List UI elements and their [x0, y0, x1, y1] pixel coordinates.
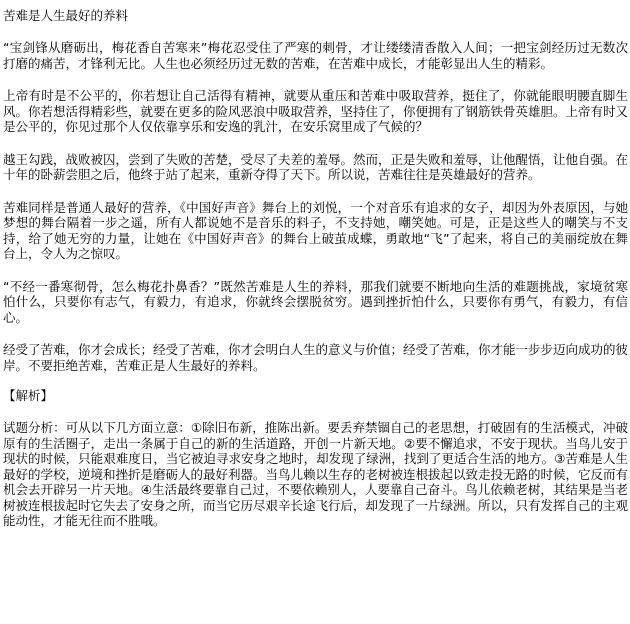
essay-paragraph-4: 苦难同样是普通人最好的营养，《中国好声音》舞台上的刘悦，一个对音乐有追求的女子，却因为外表原因，与她梦想的舞台隔着一步之遥，所有人都说她不是音乐的料子，不支持她，嘲笑她。可是，正是这些人的嘲笑与不支持，给了她无穷的力量，让她在《中国好声音》的舞台上破茧成蝶，勇敢地“飞”了起来，将自己的美丽绽放在舞台上，令人为之惊叹。 [3, 199, 628, 261]
essay-title: 苦难是人生最好的养料 [3, 8, 129, 23]
essay-paragraph-1: “宝剑锋从磨砺出，梅花香自苦寒来”梅花忍受住了严寒的刺骨，才让缕缕清香散入人间；一把宝剑经历过无数次打磨的痛苦，才锋利无比。人生也必须经历过无数的苦难，在苦难中成长，才能彰显出人生的精彩。 [3, 40, 628, 71]
essay-paragraph-2: 上帝有时是不公平的，你若想让自己活得有精神，就要从重压和苦难中吸取营养，挺住了，你就能眼明腰直脚生风。你若想活得精彩些，就要在更多的险风恶浪中吸取营养，坚持住了，你便拥有了钢筋铁骨英雄胆。上帝有时又是公平的，你见过那个人仅依靠享乐和安逸的乳汁，在安乐窝里成了气候的？ [3, 88, 629, 134]
essay-paragraph-6: 经受了苦难，你才会成长；经受了苦难，你才会明白人生的意义与价值；经受了苦难，你才能一步步迈向成功的彼岸。不要拒绝苦难，苦难正是人生最好的养料。 [3, 342, 629, 373]
analysis-text: 试题分析：可从以下几方面立意：①除旧布新，推陈出新。要丢弃禁锢自己的老思想，打破固有的生活模式，冲破原有的生活圈子，走出一条属于自己的新的生活道路，开创一片新天地。②要不懈追求，不安于现状。当鸟儿安于现状的时候，只能艰难度日，当它被迫寻求安身之地时，却发现了绿洲，找到了更适合生活的地方。③苦难是人生最好的学校，逆境和挫折是磨砺人的最好利器。当鸟儿赖以生存的老树被连根拔起以致走投无路的时候，它反而有机会去开辟另一片天地。④生活最终要靠自己过，不要依赖别人，人要靠自己奋斗。鸟儿依赖老树，其结果是当老树被连根拔起时它失去了安身之所，而当它历尽艰辛长途飞行后，却发现了一片绿洲。所以，只有发挥自己的主观能动性，才能无往而不胜哦。 [3, 420, 629, 528]
essay-paragraph-3: 越王勾践，战败被囚，尝到了失败的苦楚，受尽了夫差的羞辱。然而，正是失败和羞辱，让他醒悟，让他自强。在十年的卧薪尝胆之后，他终于站了起来，重新夺得了天下。所以说，苦难往往是英雄最好的营养。 [3, 151, 629, 182]
analysis-label: 【解析】 [3, 388, 54, 403]
essay-paragraph-5: “不经一番寒彻骨，怎么梅花扑鼻香？”既然苦难是人生的养料，那我们就要不断地向生活的难题挑战，家境贫寒怕什么，只要你有志气，有毅力，有追求，你就终会摆脱贫穷。遇到挫折怕什么，只要你有勇气，有毅力，有信心。 [3, 278, 628, 325]
